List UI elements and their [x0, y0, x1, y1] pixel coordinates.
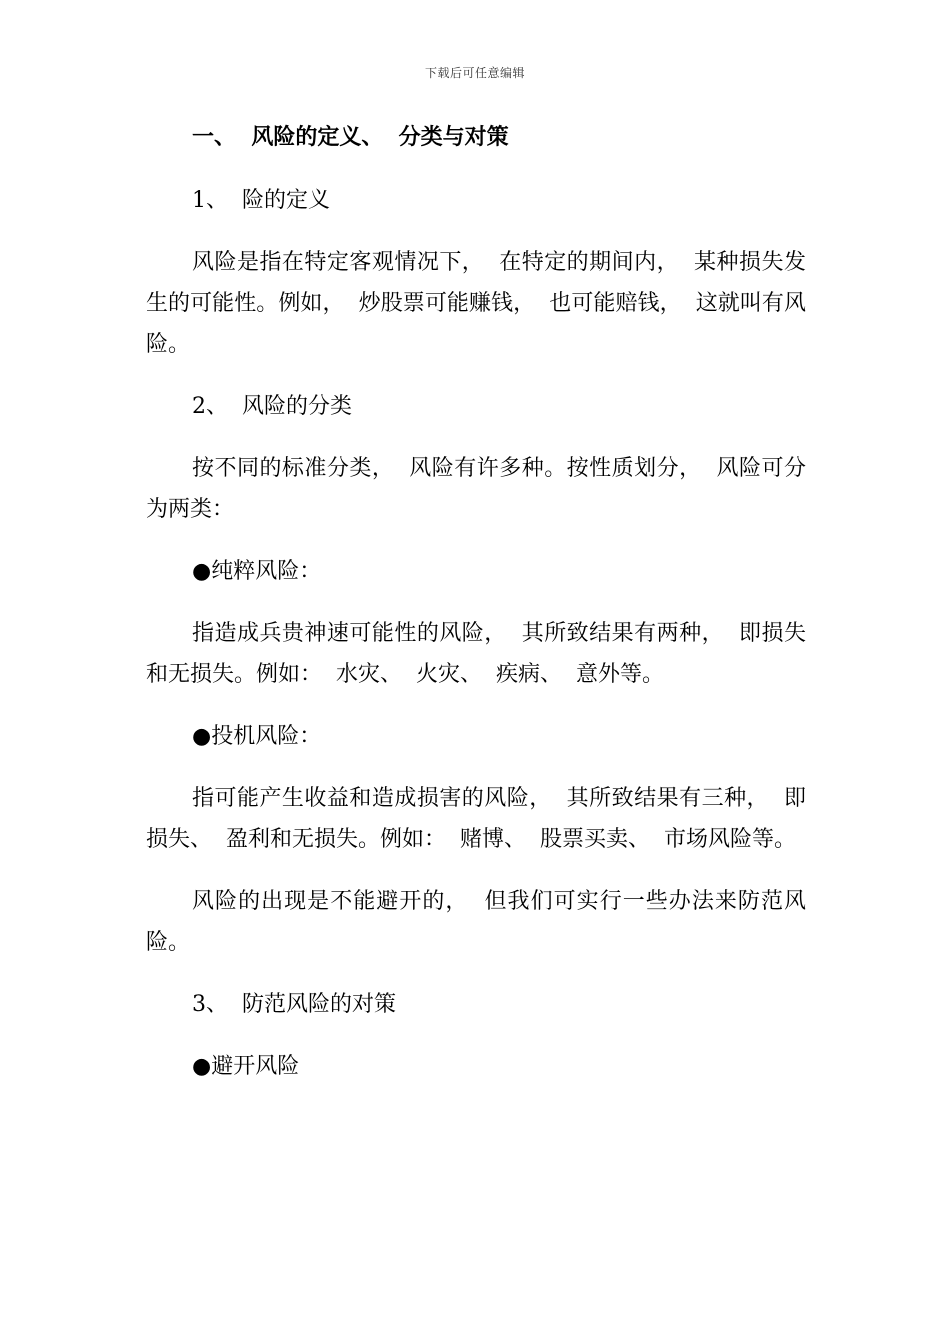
document-body [146, 118, 806, 1087]
section-title: 一、 风险的定义、 分类与对策 [192, 124, 509, 150]
subheading-definition: 1、 险的定义 [192, 188, 330, 213]
paragraph-definition: 风险是指在特定客观情况下， 在特定的期间内， 某种损失发生的可能性。例如， 炒股票可能赚钱， 也可能赔钱， 这就叫有风险。 [146, 250, 806, 357]
paragraph-pure-risk: 指造成兵贵神速可能性的风险， 其所致结果有两种， 即损失和无损失。例如： 水灾、 火灾、 疾病、 意外等。 [146, 621, 806, 687]
bullet-speculative-risk: ●投机风险： [192, 724, 322, 749]
paragraph-classification: 按不同的标准分类， 风险有许多种。按性质划分， 风险可分为两类： [146, 456, 806, 522]
paragraph-risk-prevention: 风险的出现是不能避开的， 但我们可实行一些办法来防范风险。 [146, 889, 806, 955]
paragraph-speculative-risk: 指可能产生收益和造成损害的风险， 其所致结果有三种， 即损失、 盈利和无损失。例如： 赌博、 股票买卖、 市场风险等。 [146, 786, 806, 852]
bullet-avoid-risk: ●避开风险 [192, 1054, 300, 1079]
page-header-note: 下载后可任意编辑 [424, 66, 525, 80]
bullet-pure-risk: ●纯粹风险： [192, 559, 322, 584]
subheading-countermeasures: 3、 防范风险的对策 [192, 992, 396, 1017]
subheading-classification: 2、 风险的分类 [192, 394, 352, 419]
